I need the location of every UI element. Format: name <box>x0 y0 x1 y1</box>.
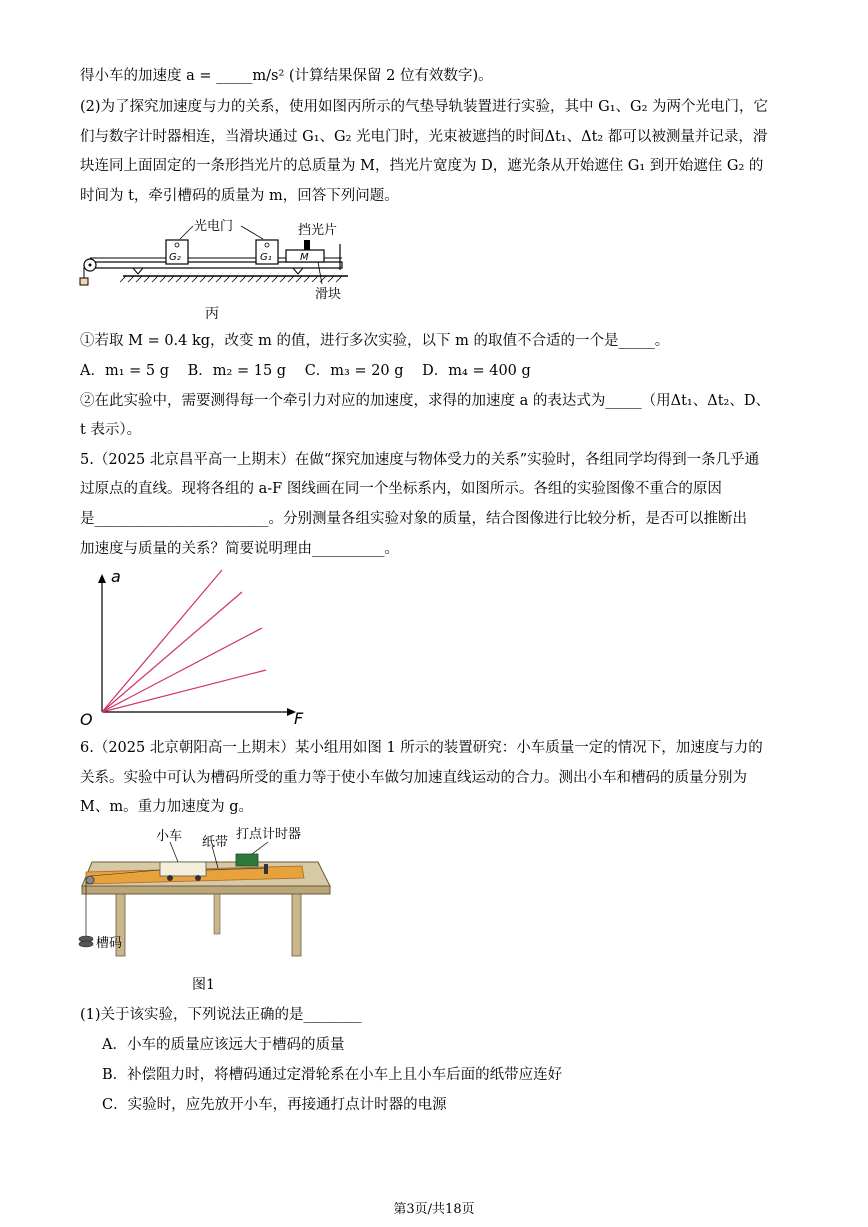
figure-caption: 图1 <box>192 977 215 993</box>
choice-a: A．m₁ = 5 g <box>80 363 170 379</box>
choice-c: C．m₃ = 20 g <box>304 363 404 379</box>
figure-caption: 丙 <box>205 306 219 322</box>
text-line: 得小车的加速度 a = _____m/s² (计算结果保留 2 位有效数字)。 <box>80 68 493 84</box>
text-line: 过原点的直线。现将各组的 a-F 图线画在同一个坐标系内，如图所示。各组的实验图像不重合的原因 <box>80 481 722 497</box>
mass-label: M <box>300 252 309 263</box>
cart-setup-figure <box>78 826 338 976</box>
text-line: (2)为了探究加速度与力的关系，使用如图丙所示的气垫导轨装置进行实验，其中 G₁、G₂ 为两个光电门，它 <box>80 99 769 115</box>
question-1: ①若取 M = 0.4 kg，改变 m 的值，进行多次实验，以下 m 的取值不合适的一个是_____。 <box>80 333 670 349</box>
text-line: 时间为 t，牵引槽码的质量为 m，回答下列问题。 <box>80 188 399 204</box>
text-line: M、m。重力加速度为 g。 <box>80 799 253 815</box>
gate-g1-label: G₁ <box>260 252 272 263</box>
option-a: A．小车的质量应该远大于槽码的质量 <box>102 1037 345 1053</box>
origin-label: O <box>80 710 93 729</box>
problem-6: 6.（2025 北京朝阳高一上期末）某小组用如图 1 所示的装置研究：小车质量一定的情况下，加速度与力的 <box>80 740 763 756</box>
question-2-cont: t 表示）。 <box>80 422 142 438</box>
choice-b: B．m₂ = 15 g <box>187 363 287 379</box>
a-f-graph <box>76 562 316 730</box>
slider-label: 滑块 <box>315 287 342 302</box>
car-label: 小车 <box>156 829 183 844</box>
choice-d: D．m₄ = 400 g <box>422 363 531 379</box>
problem-5: 5.（2025 北京昌平高一上期末）在做“探究加速度与物体受力的关系”实验时，各组同学均得到一条几乎通 <box>80 452 760 468</box>
graph-line <box>102 570 222 712</box>
timer-label: 打点计时器 <box>236 827 302 842</box>
option-b: B．补偿阻力时，将槽码通过定滑轮系在小车上且小车后面的纸带应连好 <box>102 1067 563 1083</box>
x-axis-label: F <box>294 709 304 728</box>
option-c: C．实验时，应先放开小车，再接通打点计时器的电源 <box>102 1097 447 1113</box>
shade-label: 挡光片 <box>298 223 338 238</box>
y-arrow-icon <box>98 574 106 583</box>
y-axis-label: a <box>111 567 121 586</box>
text-line: 加速度与质量的关系？简要说明理由__________。 <box>80 541 399 557</box>
text-line: 块连同上面固定的一条形挡光片的总质量为 M，挡光片宽度为 D，遮光条从开始遮住 G₁ 到开始遮住 G₂ 的 <box>80 158 764 174</box>
text-line: 关系。实验中可认为槽码所受的重力等于使小车做匀加速直线运动的合力。测出小车和槽码的质量分别为 <box>80 770 747 786</box>
question-2: ②在此实验中，需要测得每一个牵引力对应的加速度，求得的加速度 a 的表达式为_____（用Δt₁、Δt₂、D、 <box>80 393 770 409</box>
question-6-1: (1)关于该实验，下列说法正确的是________ <box>80 1007 362 1023</box>
gate-g2-label: G₂ <box>169 252 181 263</box>
choice-row <box>80 361 792 381</box>
text-line: 是________________________。分别测量各组实验对象的质量，结合图像进行比较分析，是否可以推断出 <box>80 511 747 527</box>
tape-label: 纸带 <box>202 835 229 850</box>
gate-label: 光电门 <box>194 219 234 234</box>
weight-label: 槽码 <box>96 936 123 951</box>
page-footer: 第3页/共18页 <box>393 1202 475 1217</box>
text-line: 们与数字计时器相连，当滑块通过 G₁、G₂ 光电门时，光束被遮挡的时间Δt₁、Δt₂ 都可以被测量并记录，滑 <box>80 129 768 145</box>
graph-line <box>102 628 262 712</box>
